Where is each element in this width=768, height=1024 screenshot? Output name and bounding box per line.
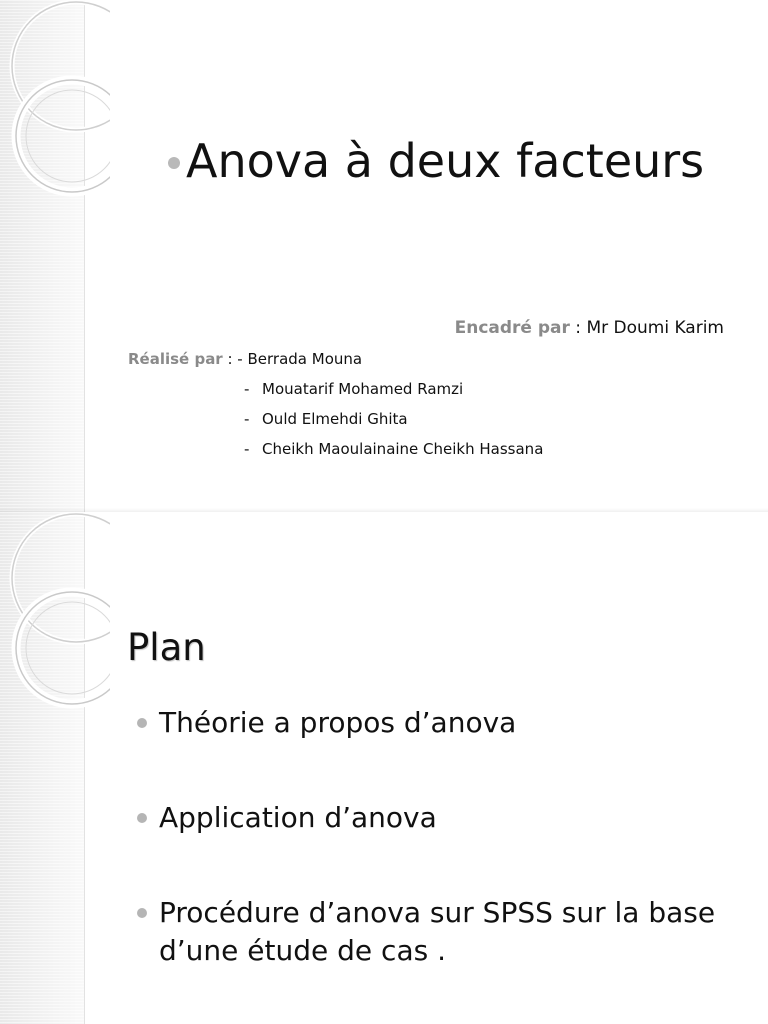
author-name: Mouatarif Mohamed Ramzi bbox=[262, 380, 464, 398]
title-text: Anova à deux facteurs bbox=[186, 134, 705, 188]
author-name: Ould Elmehdi Ghita bbox=[262, 410, 408, 428]
supervisor-label: Encadré par bbox=[454, 318, 570, 338]
plan-item bbox=[137, 894, 737, 970]
author-dash: - bbox=[244, 410, 250, 428]
authors-block bbox=[128, 348, 543, 468]
author-dash: - bbox=[244, 440, 250, 458]
plan-item-text: Application d’anova bbox=[159, 801, 437, 834]
plan-item bbox=[137, 799, 737, 837]
authors-label: Réalisé par bbox=[128, 350, 223, 368]
plan-item-text: Théorie a propos d’anova bbox=[159, 706, 517, 739]
decorative-rings bbox=[0, 0, 110, 240]
plan-item-text: Procédure d’anova sur SPSS sur la base d’une étude de cas . bbox=[159, 896, 716, 967]
author-item bbox=[128, 438, 543, 468]
author-item bbox=[128, 408, 543, 438]
author-item bbox=[128, 378, 543, 408]
author-name: Cheikh Maoulainaine Cheikh Hassana bbox=[262, 440, 544, 458]
author-first: : - Berrada Mouna bbox=[222, 350, 363, 368]
supervisor-value: : Mr Doumi Karim bbox=[569, 318, 724, 338]
plan-list bbox=[137, 704, 737, 970]
decorative-rings bbox=[0, 512, 110, 752]
bullet-icon bbox=[168, 157, 180, 169]
authors-header bbox=[128, 348, 543, 378]
bullet-icon bbox=[137, 813, 147, 823]
plan-heading: Plan bbox=[127, 626, 206, 669]
slide-plan bbox=[0, 512, 768, 1024]
bullet-icon bbox=[137, 908, 147, 918]
supervisor-line bbox=[455, 318, 724, 338]
bullet-icon bbox=[137, 718, 147, 728]
author-dash: - bbox=[244, 380, 250, 398]
plan-item bbox=[137, 704, 737, 742]
slide-title-heading bbox=[168, 134, 704, 188]
